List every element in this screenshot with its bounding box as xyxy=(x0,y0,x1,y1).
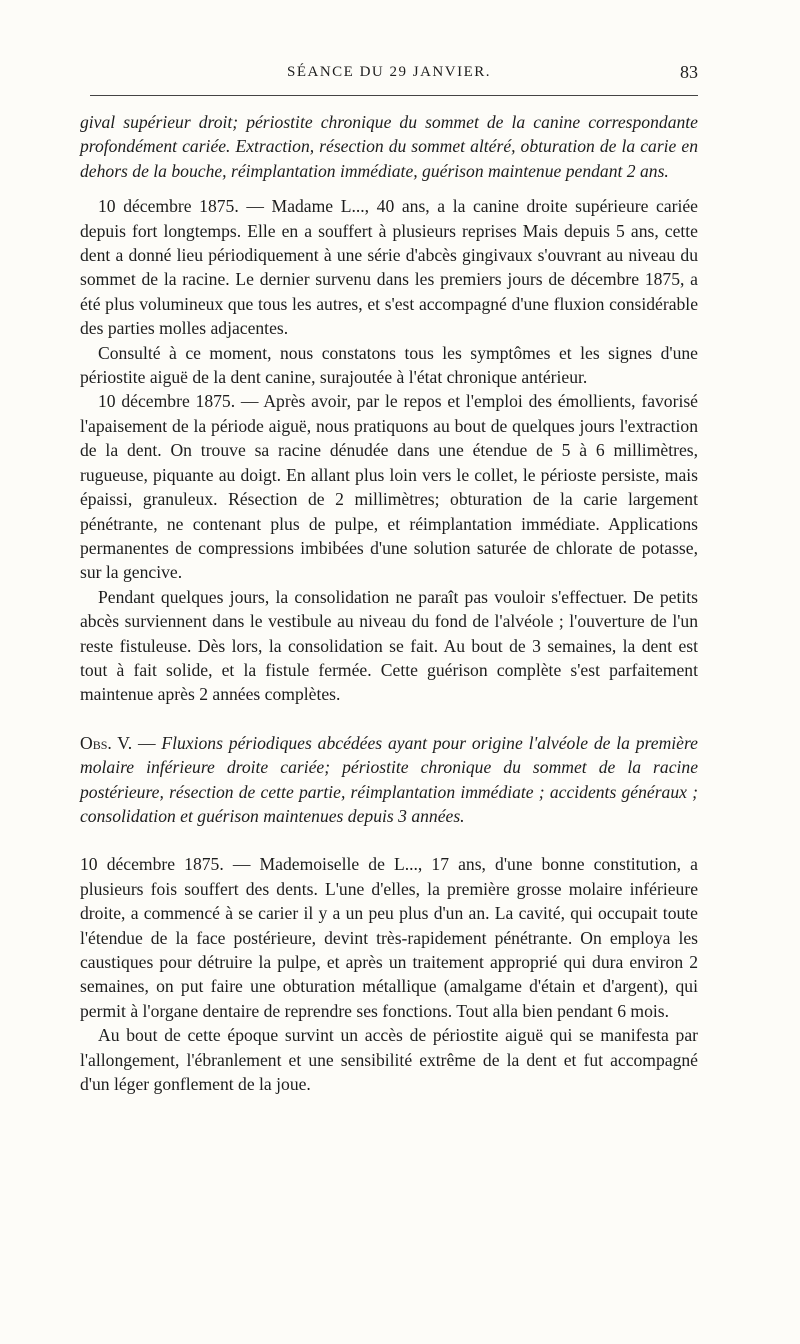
paragraph: 10 décembre 1875. — Mademoiselle de L..., 17 ans, d'une bonne constitution, a plusieurs fois souffert des dents. L'une d'elles, la première grosse molaire inférieure droite, a commencé à se carier il y a un peu plus d'un an. La cavité, qui occupait toute l'étendue de la face postérieure, devint très-rapidement pénétrante. On employa les caustiques pour détruire la pulpe, et après un traitement approprié qui dura environ 2 semaines, on put faire une obturation métallique (amalgame d'étain et d'argent), qui permit à l'organe dentaire de reprendre ses fonctions. Tout alla bien pendant 6 mois. xyxy=(80,854,698,1021)
observation-summary-continued: gival supérieur droit; périostite chronique du sommet de la canine correspondante profondément cariée. Extraction, résection du sommet altéré, obturation de la carie en dehors de la bouche, réimplantation immédiate, guérison maintenue pendant 2 ans. xyxy=(80,112,698,181)
paragraph: Consulté à ce moment, nous constatons tous les symptômes et les signes d'une périostite aiguë de la dent canine, surajoutée à l'état chronique antérieur. xyxy=(80,342,698,388)
observation-label: Obs. V. — xyxy=(80,732,156,753)
running-head xyxy=(80,62,698,86)
page-number: 83 xyxy=(680,62,698,82)
paragraph: Au bout de cette époque survint un accès de périostite aiguë qui se manifesta par l'allongement, l'ébranlement et une sensibilité extrême de la dent et fut accompagné d'un léger gonflement de la joue. xyxy=(80,1025,698,1095)
observation-heading xyxy=(80,731,698,829)
observation-title: Fluxions périodiques abcédées ayant pour origine l'alvéole de la première molaire inférieure droite cariée; périostite chronique du sommet de la racine postérieure, résection de cette partie, réimplantation immédiate ; accidents généraux ; consolidation et guérison maintenues depuis 3 années. xyxy=(80,732,698,826)
header-rule xyxy=(90,95,698,96)
paragraph: Pendant quelques jours, la consolidation ne paraît pas vouloir s'effectuer. De petits abcès surviennent dans le vestibule au niveau du fond de l'alvéole ; l'ouverture de l'un reste fistuleuse. Dès lors, la consolidation se fait. Au bout de 3 semaines, la dent est tout à fait solide, et la fistule fermée. Cette guérison complète s'est parfaitement maintenue après 2 années complètes. xyxy=(80,586,698,705)
body-text xyxy=(80,110,698,1096)
paragraph: 10 décembre 1875. — Après avoir, par le repos et l'emploi des émollients, favorisé l'apaisement de la période aiguë, nous pratiquons au bout de quelques jours l'extraction de la dent. On trouve sa racine dénudée dans une étendue de 5 à 6 millimètres, rugueuse, piquante au doigt. En allant plus loin vers le collet, le périoste persiste, mais épaissi, granuleux. Résection de 2 millimètres; obturation de la carie largement pénétrante, ne contenant plus de pulpe, et réimplantation immédiate. Applications permanentes de compressions imbibées d'une solution saturée de chlorate de potasse, sur la gencive. xyxy=(80,391,698,583)
running-title: SÉANCE DU 29 JANVIER. xyxy=(287,64,491,80)
paragraph: 10 décembre 1875. — Madame L..., 40 ans, a la canine droite supérieure cariée depuis fort longtemps. Elle en a souffert à plusieurs reprises Mais depuis 5 ans, cette dent a donné lieu périodiquement à une série d'abcès gingivaux s'ouvrant au niveau du sommet de la racine. Le dernier survenu dans les premiers jours de décembre 1875, a été plus volumineux que tous les autres, et s'est accompagné d'une fluxion considérable des parties molles adjacentes. xyxy=(80,196,698,339)
